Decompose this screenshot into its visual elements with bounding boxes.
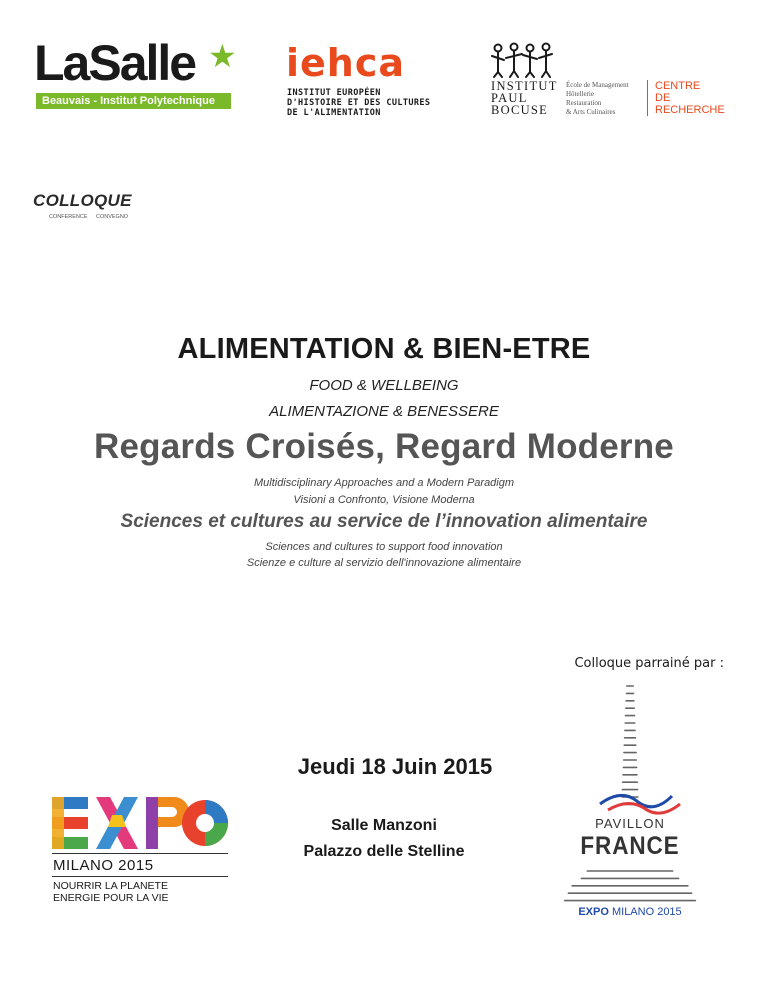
lasalle-logo-bar: Beauvais - Institut Polytechnique — [36, 93, 231, 109]
paul-bocuse-sub-line: Restauration — [566, 99, 602, 107]
pavillon-label: PAVILLON — [595, 816, 665, 831]
iehca-logo-wordmark: iehca — [286, 41, 406, 85]
expo-logo-rule — [52, 876, 228, 877]
convegno-label: CONVEGNO — [96, 214, 129, 220]
main-title-english: FOOD & WELLBEING — [309, 377, 459, 394]
iehca-logo-line: D'HISTOIRE ET DES CULTURES — [287, 98, 431, 108]
regards-title-english: Multidisciplinary Approaches and a Modern Paradigm — [253, 477, 515, 489]
pavillon-expo-word: EXPO — [578, 906, 609, 918]
lasalle-logo-wordmark: LaSalle — [34, 35, 196, 91]
sciences-title-italian: Scienze e culture al servizio dell'innovazione alimentaire — [246, 557, 522, 569]
expo-logo-icon — [52, 797, 228, 849]
centre-recherche-line: RECHERCHE — [655, 104, 725, 116]
regards-title-italian: Visioni a Confronto, Visione Moderna — [293, 494, 475, 506]
event-date: Jeudi 18 Juin 2015 — [297, 754, 493, 779]
paul-bocuse-divider — [647, 80, 648, 116]
regards-title: Regards Croisés, Regard Moderne — [94, 427, 674, 466]
sponsor-label: Colloque parrainé par : — [574, 656, 724, 671]
expo-milano-label: MILANO 2015 — [53, 857, 154, 874]
pavillon-milano-word: MILANO 2015 — [611, 906, 682, 918]
sciences-title-english: Sciences and cultures to support food innovation — [265, 541, 503, 553]
lasalle-star-icon: ★ — [208, 38, 237, 74]
france-label: FRANCE — [580, 832, 680, 860]
paul-bocuse-sub-line: École de Management — [566, 81, 629, 89]
venue-room: Salle Manzoni — [331, 817, 437, 834]
paul-bocuse-name-line: PAUL — [491, 91, 528, 105]
colloque-label: COLLOQUE — [33, 191, 132, 210]
centre-recherche-line: DE — [655, 92, 671, 104]
pavillon-expo-tag — [560, 906, 700, 918]
paul-bocuse-figures-icon — [490, 42, 554, 78]
expo-tagline-line: NOURRIR LA PLANETE — [53, 880, 168, 892]
iehca-logo-line: DE L'ALIMENTATION — [287, 108, 381, 118]
sciences-title: Sciences et cultures au service de l’innovation alimentaire — [120, 511, 648, 532]
expo-tagline-line: ENERGIE POUR LA VIE — [53, 892, 169, 904]
expo-logo-rule — [52, 853, 228, 854]
paul-bocuse-sub-line: Hôtellerie — [566, 90, 594, 98]
venue-building: Palazzo delle Stelline — [303, 843, 465, 860]
iehca-logo-line: INSTITUT EUROPÉEN — [287, 88, 381, 98]
eiffel-tower-icon — [560, 680, 700, 930]
paul-bocuse-sub-line: & Arts Culinaires — [566, 108, 616, 116]
centre-recherche-line: CENTRE — [655, 80, 701, 92]
conference-label: CONFERENCE — [49, 214, 88, 220]
paul-bocuse-name-line: BOCUSE — [491, 103, 549, 117]
main-title-italian: ALIMENTAZIONE & BENESSERE — [269, 403, 499, 420]
paul-bocuse-name-line: INSTITUT — [491, 79, 558, 93]
main-title: ALIMENTATION & BIEN-ETRE — [177, 333, 591, 365]
